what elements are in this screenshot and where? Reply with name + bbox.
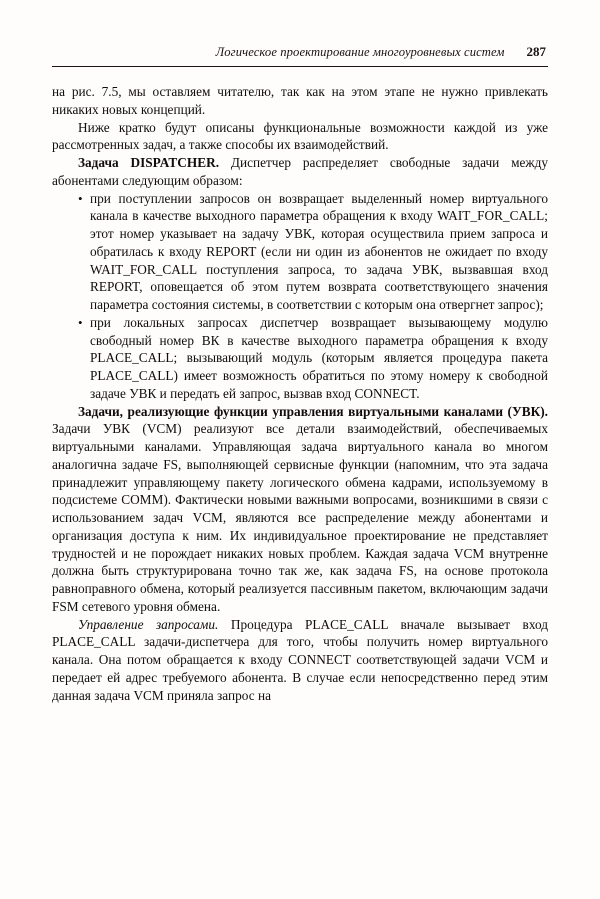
paragraph-1: на рис. 7.5, мы оставляем читателю, так как на этом этапе не нужно привлекать никаких новых концепций.: [52, 84, 548, 117]
running-title: Логическое проектирование многоуровневых систем: [215, 45, 505, 59]
vcm-text: Задачи УВК (VCM) реализуют все детали взаимодействий, обеспечиваемых виртуальными каналами. Управляющая задача виртуального канала во многом аналогична задаче FS, выполняющей сервисные функции (напомним, что эта задача принадлежит управляющему пакету логического обмена кадрами, используемому в подсистеме COMM). Фактически новыми важными вопросами, возникшими в связи с использованием задач VCM, являются все распределение между абонентами и организация доступа к ним. Их индивидуальное проектирование не представляет трудностей и не порождает никаких новых проблем. Каждая задача VCM внутренне должна быть структурирована точно так же, как задача FS, на основе протокола равноправного обмена, который реализуется пассивным пакетом, включающим задачи FSM сетевого уровня обмена.: [52, 421, 548, 614]
paragraph-5: [52, 616, 548, 705]
vcm-heading: Задачи, реализующие функции управления виртуальными каналами (УВК).: [78, 403, 548, 419]
dispatcher-heading: Задача DISPATCHER.: [78, 155, 220, 170]
request-management-text: Процедура PLACE_CALL вначале вызывает вход PLACE_CALL задачи-диспетчера для того, чтобы получить номер виртуального канала. Она потом обращается к входу CONNECT соответствующей задачи VCM и передает ей адрес требуемого абонента. В случае если непосредственно перед этим данная задача VCM приняла запрос на: [52, 616, 548, 703]
page-header: [52, 44, 548, 60]
paragraph-2: Ниже кратко будут описаны функциональные возможности каждой из уже рассмотренных задач, а также способы их взаимодействий.: [52, 119, 548, 153]
list-item-text: при локальных запросах диспетчер возвращает вызывающему модулю свободный номер ВК в качестве выходного параметра обращения к входу PLACE_CALL; вызывающий модуль (которым является процедура пакета PLACE_CALL) имеет возможность обратиться по этому номеру к свободной задаче УВК и передать ей запрос, вызвав вход CONNECT.: [90, 314, 548, 401]
header-divider: [52, 66, 548, 67]
list-item: [52, 314, 548, 403]
page-body: [52, 83, 548, 704]
dispatcher-text: Диспетчер распределяет свободные задачи между абонентами следующим образом:: [52, 155, 549, 188]
bullet-icon: •: [78, 190, 83, 206]
list-item: [52, 190, 548, 314]
page-number: 287: [526, 44, 546, 59]
bullet-icon: •: [78, 314, 83, 330]
paragraph-3: [52, 154, 548, 190]
request-management-heading: Управление запросами.: [78, 616, 219, 632]
paragraph-4: [52, 403, 548, 616]
list-item-text: при поступлении запросов он возвращает выделенный номер виртуального канала в качестве выходного параметра обращения к входу WAIT_FOR_CALL; этот номер указывает на задачу УВК, которая осуществила прием запроса и обратилась к входу REPORT (если ни один из абонентов не ожидает по входу WAIT_FOR_CALL поступления запроса, то задача УВК, вызвавшая вход REPORT, оповещается об этом путем возврата соответствующего значения параметра состояния системы, в соответствии с которым она отвергнет запрос);: [90, 190, 548, 312]
dispatcher-bullet-list: [52, 190, 548, 403]
